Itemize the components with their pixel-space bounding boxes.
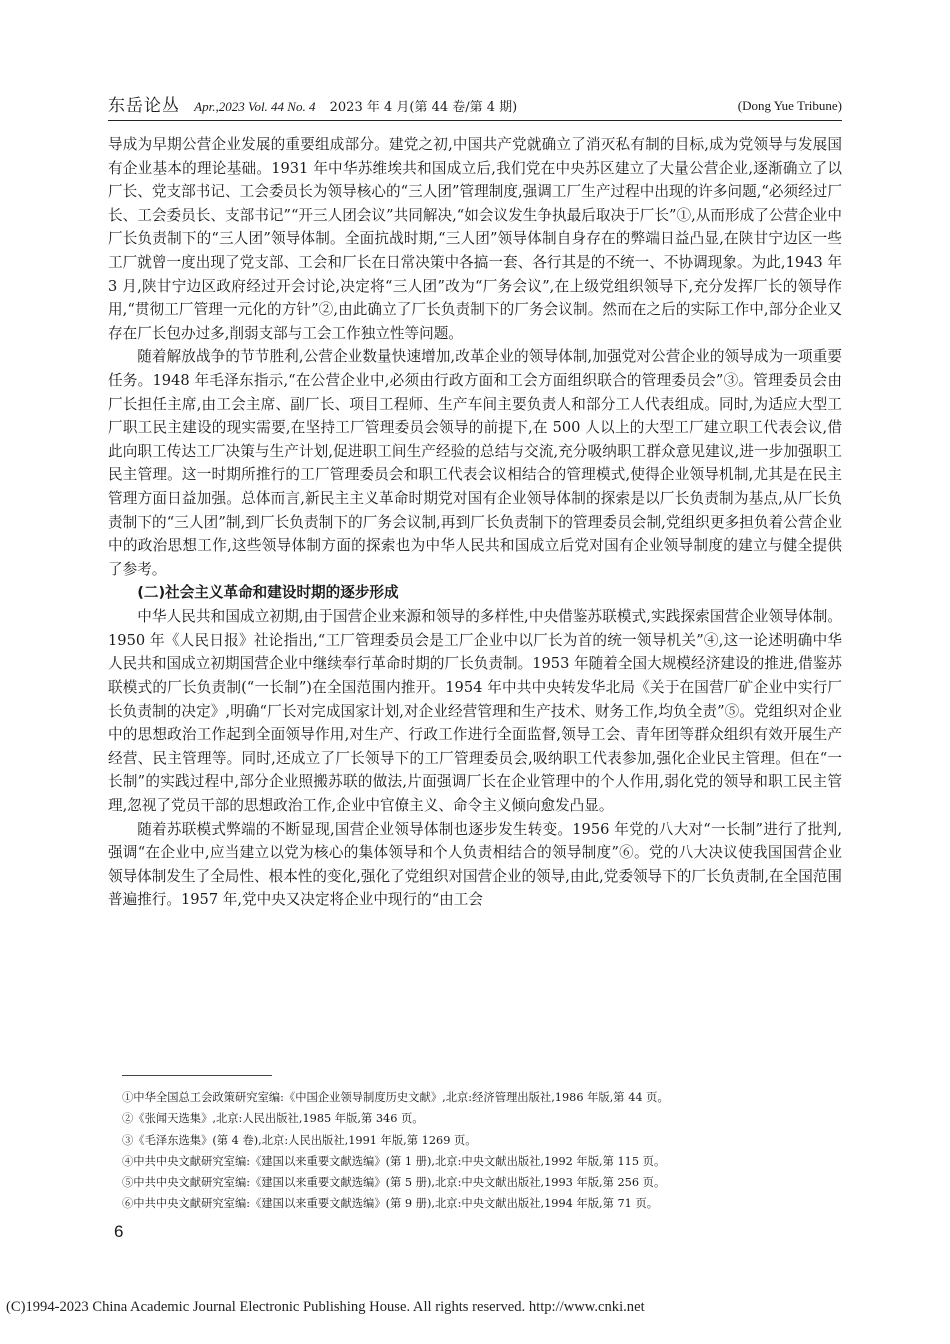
issue-info-cn: 2023 年 4 月(第 44 卷/第 4 期) xyxy=(329,100,518,115)
footnote: ③《毛泽东选集》(第 4 卷),北京:人民出版社,1991 年版,第 1269 页。 xyxy=(122,1133,477,1147)
running-header xyxy=(108,96,842,121)
footnote: ⑤中共中央文献研究室编:《建国以来重要文献选编》(第 5 册),北京:中央文献出版社,1993 年版,第 256 页。 xyxy=(122,1176,666,1190)
copyright-notice: (C)1994-2023 China Academic Journal Electronic Publishing House. All rights reserved. http://www.cnki.net xyxy=(6,1299,645,1315)
paragraph: 随着苏联模式弊端的不断显现,国营企业领导体制也逐步发生转变。1956 年党的八大对“一长制”进行了批判,强调“在企业中,应当建立以党为核心的集体领导和个人负责相结合的领导制度”⑥。党的八大决议使我国国营企业领导体制发生了全局性、根本性的变化,强化了党组织对国营企业的领导,由此,党委领导下的厂长负责制,在全国范围普遍推行。1957 年,党中央又决定将企业中现行的“由工会 xyxy=(108,820,842,909)
paragraph: 中华人民共和国成立初期,由于国营企业来源和领导的多样性,中央借鉴苏联模式,实践探索国营企业领导体制。1950 年《人民日报》社论指出,“工厂管理委员会是工厂企业中以厂长为首的统一领导机关”④,这一论述明确中华人民共和国成立初期国营企业中继续奉行革命时期的厂长负责制。1953 年随着全国大规模经济建设的推进,借鉴苏联模式的厂长负责制(“一长制”)在全国范围内推开。1954 年中共中央转发华北局《关于在国营厂矿企业中实行厂长负责制的决定》,明确“厂长对完成国家计划,对企业经营管理和生产技术、财务工作,均负全责”⑤。党组织对企业中的思想政治工作起到全面领导作用,对生产、行政工作进行全面监督,领导工会、青年团等群众组织有效开展生产经营、民主管理等。同时,还成立了厂长领导下的工厂管理委员会,吸纳职工代表参加,强化企业民主管理。但在“一长制”的实践过程中,部分企业照搬苏联的做法,片面强调厂长在企业管理中的个人作用,弱化党的领导和职工民主管理,忽视了党员干部的思想政治工作,企业中官僚主义、命令主义倾向愈发凸显。 xyxy=(108,608,842,815)
section-heading: (二)社会主义革命和建设时期的逐步形成 xyxy=(137,584,399,602)
paragraph: 导成为早期公营企业发展的重要组成部分。建党之初,中国共产党就确立了消灭私有制的目标,成为党领导与发展国有企业基本的理论基础。1931 年中华苏维埃共和国成立后,我们党在中央苏区建立了大量公营企业,逐渐确立了以厂长、党支部书记、工会委员长为领导核心的“三人团”管理制度,强调工厂生产过程中出现的许多问题,“必须经过厂长、工会委员长、支部书记”“开三人团会议”共同解决,“如会议发生争执最后取决于厂长”①,从而形成了公营企业中厂长负责制下的“三人团”领导体制。全面抗战时期,“三人团”领导体制自身存在的弊端日益凸显,在陕甘宁边区一些工厂就曾一度出现了党支部、工会和厂长在日常决策中各搞一套、各行其是的不统一、不协调现象。为此,1943 年 3 月,陕甘宁边区政府经过开会讨论,决定将“三人团”改为“厂务会议”,在上级党组织领导下,充分发挥厂长的领导作用,“贯彻工厂管理一元化的方针”②,由此确立了厂长负责制下的厂务会议制。然而在之后的实际工作中,部分企业又存在厂长包办过多,削弱支部与工会工作独立性等问题。 xyxy=(108,136,842,342)
journal-name: 东岳论丛 xyxy=(108,96,180,116)
footnotes xyxy=(122,1087,842,1215)
footnote: ①中华全国总工会政策研究室编:《中国企业领导制度历史文献》,北京:经济管理出版社,1986 年版,第 44 页。 xyxy=(122,1091,669,1104)
footnote: ②《张闻天选集》,北京:人民出版社,1985 年版,第 346 页。 xyxy=(122,1112,424,1126)
footnote: ⑥中共中央文献研究室编:《建国以来重要文献选编》(第 9 册),北京:中央文献出版社,1994 年版,第 71 页。 xyxy=(122,1197,659,1211)
footnote-divider xyxy=(122,1075,272,1076)
issue-info: Apr.,2023 Vol. 44 No. 4 xyxy=(194,99,316,114)
page-number: 6 xyxy=(114,1222,124,1241)
journal-english-name: (Dong Yue Tribune) xyxy=(737,98,842,113)
paragraph: 随着解放战争的节节胜利,公营企业数量快速增加,改革企业的领导体制,加强党对公营企业的领导成为一项重要任务。1948 年毛泽东指示,“在公营企业中,必须由行政方面和工会方面组织联合的管理委员会”③。管理委员会由厂长担任主席,由工会主席、副厂长、项目工程师、生产车间主要负责人和部分工人代表组成。同时,为适应大型工厂职工民主建设的现实需要,在坚持工厂管理委员会领导的前提下,在 500 人以上的大型工厂建立职工代表会议,借此向职工传达工厂决策与生产计划,促进职工间生产经验的总结与交流,充分吸纳职工群众意见建议,进一步加强职工民主管理。这一时期所推行的工厂管理委员会和职工代表会议相结合的管理模式,使得企业领导机制,尤其是在民主管理方面日益加强。总体而言,新民主主义革命时期党对国有企业领导体制的探索是以厂长负责制为基点,从厂长负责制下的“三人团”制,到厂长负责制下的厂务会议制,再到厂长负责制下的管理委员会制,党组织更多担负着公营企业中的政治思想工作,这些领导体制方面的探索也为中华人民共和国成立后党对国有企业领导制度的建立与健全提供了参考。 xyxy=(108,348,842,578)
footnote: ④中共中央文献研究室编:《建国以来重要文献选编》(第 1 册),北京:中央文献出版社,1992 年版,第 115 页。 xyxy=(122,1154,666,1168)
article-body xyxy=(108,133,842,912)
